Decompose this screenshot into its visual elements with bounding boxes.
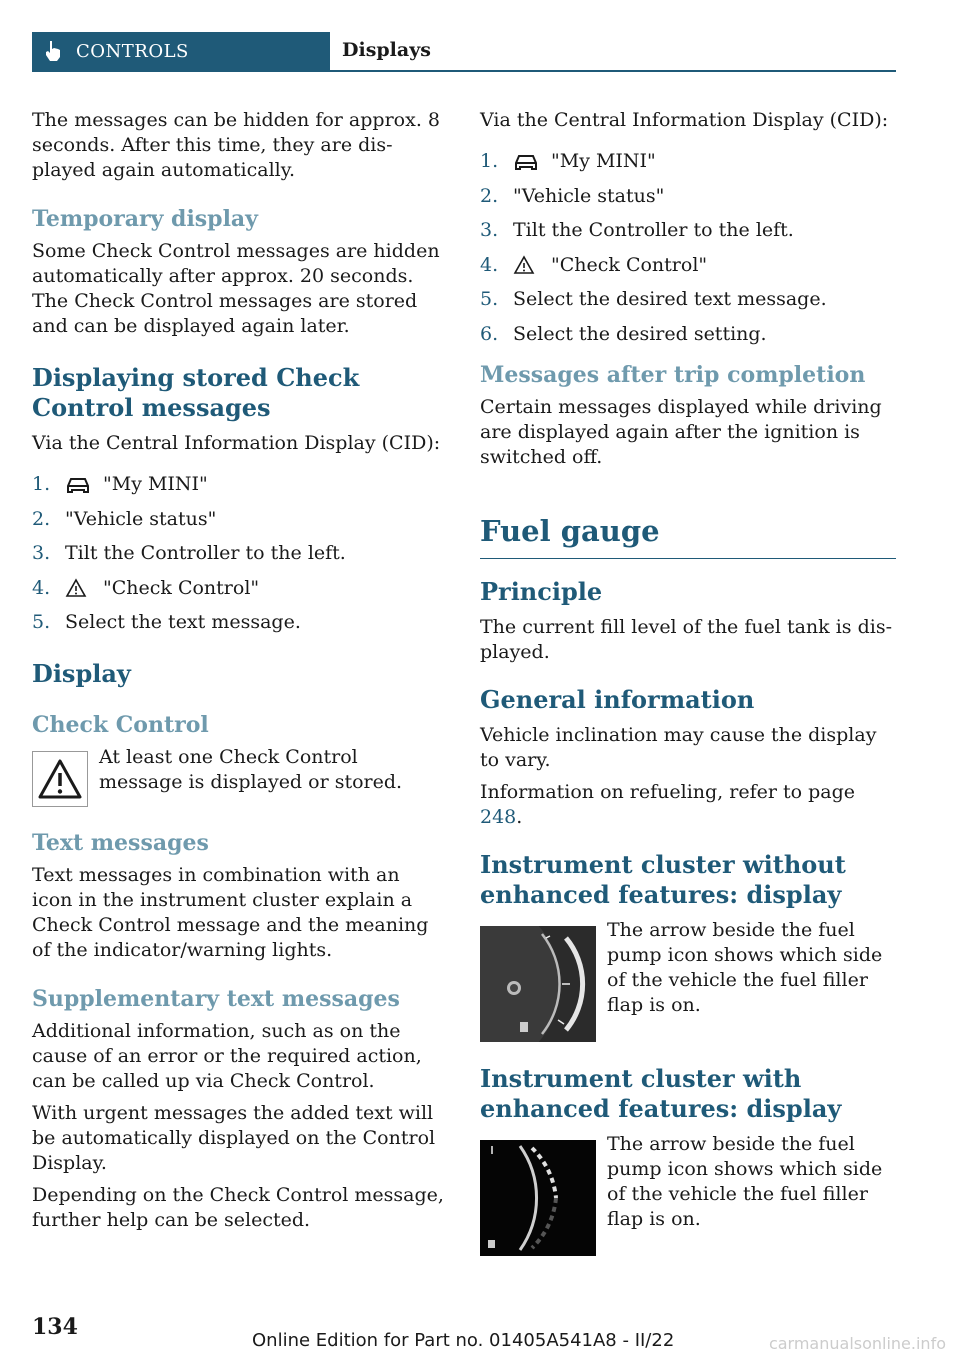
right-column — [480, 108, 896, 1278]
without-enhanced-block — [480, 918, 896, 1042]
watermark: carmanualsonline.info — [768, 1334, 946, 1353]
section-label: CONTROLS — [76, 40, 189, 62]
general-info-text: Vehicle inclination may cause the display to vary. — [480, 723, 877, 771]
warning-triangle-icon — [37, 758, 83, 800]
stored-steps-list — [32, 472, 446, 635]
fuel-gauge-heading: Fuel gauge — [480, 514, 896, 559]
warning-triangle-icon — [65, 578, 87, 598]
list-item: 4. "Check Control" — [480, 253, 708, 276]
list-item: 1. "My MINI" — [32, 473, 208, 495]
page-number: 134 — [32, 1314, 78, 1340]
check-control-block — [32, 745, 446, 807]
text-messages-heading: Text messages — [32, 830, 209, 856]
check-control-heading: Check Control — [32, 712, 209, 738]
warning-triangle-icon — [513, 255, 535, 275]
with-enhanced-block — [480, 1132, 896, 1256]
list-item: 3. Tilt the Controller to the left. — [32, 542, 346, 564]
supplementary-heading: Supplementary text messages — [32, 986, 400, 1012]
temporary-display-text: Some Check Control messages are hidden automatically after approx. 20 seconds. The Check Control messages are stored and can be displayed again later. — [32, 240, 440, 337]
section-tab — [32, 32, 330, 70]
footer-edition: Online Edition for Part no. 01405A541A8 - II/22 — [252, 1330, 675, 1351]
trip-completion-heading: Messages after trip completion — [480, 361, 866, 388]
pointing-hand-icon — [44, 40, 62, 62]
settings-steps-list — [480, 149, 896, 347]
depending-text: Depending on the Check Control message, further help can be selected. — [32, 1184, 444, 1231]
principle-heading: Principle — [480, 576, 603, 606]
warning-symbol-figure — [32, 751, 88, 807]
refuel-reference: Information on refueling, refer to page 248. — [480, 780, 855, 828]
list-item: 1. "My MINI" — [480, 150, 656, 172]
list-item: 4. "Check Control" — [32, 576, 260, 599]
with-enhanced-text: The arrow beside the fuel pump icon shows which side of the vehicle the fuel filler flap is on. — [607, 1132, 883, 1230]
list-item: 5. Select the desired text message. — [480, 288, 827, 310]
list-item: 2. "Vehicle status" — [480, 184, 665, 207]
list-item: 5. Select the text message. — [32, 611, 301, 633]
right-intro: Via the Central Information Display (CID): — [480, 109, 889, 131]
fuel-gauge-basic-image — [480, 926, 596, 1042]
fuel-gauge-enhanced-image — [480, 1140, 596, 1256]
header-rule — [32, 70, 896, 72]
car-icon — [65, 476, 91, 494]
general-info-heading: General information — [480, 684, 755, 714]
temporary-display-heading: Temporary display — [32, 206, 258, 232]
list-item: 2. "Vehicle status" — [32, 507, 217, 530]
stored-messages-heading: Displaying stored Check Control messages — [32, 363, 360, 422]
page-title: Displays — [342, 39, 431, 61]
list-item: 6. Select the desired setting. — [480, 322, 767, 345]
trip-completion-text: Certain messages displayed while driving are displayed again after the ignition is switched off. — [480, 395, 882, 468]
urgent-text: With urgent messages the added text will be automatically displayed on the Control Display. — [32, 1102, 436, 1174]
list-item: 3. Tilt the Controller to the left. — [480, 219, 794, 241]
text-messages-text: Text messages in combination with an icon in the instrument cluster explain a Check Control message and the meaning of the indicator/warning lights. — [32, 864, 429, 961]
display-heading: Display — [32, 659, 131, 688]
left-column — [32, 108, 446, 1240]
page-reference-link[interactable]: 248 — [480, 805, 517, 828]
check-control-text: At least one Check Control message is displayed or stored. — [99, 746, 403, 793]
page-header — [32, 32, 896, 72]
principle-text: The current fill level of the fuel tank is displayed. — [480, 615, 892, 663]
without-enhanced-text: The arrow beside the fuel pump icon shows which side of the vehicle the fuel filler flap is on. — [607, 918, 883, 1016]
supplementary-text: Additional information, such as on the cause of an error or the required action, can be called up via Check Control. — [32, 1020, 422, 1092]
car-icon — [513, 153, 539, 171]
without-enhanced-heading: Instrument cluster without enhanced features: display — [480, 849, 846, 909]
with-enhanced-heading: Instrument cluster with enhanced features: display — [480, 1063, 842, 1123]
stored-intro: Via the Central Information Display (CID): — [32, 432, 441, 454]
intro-paragraph: The messages can be hidden for approx. 8 seconds. After this time, they are displayed again automatically. — [32, 109, 440, 181]
